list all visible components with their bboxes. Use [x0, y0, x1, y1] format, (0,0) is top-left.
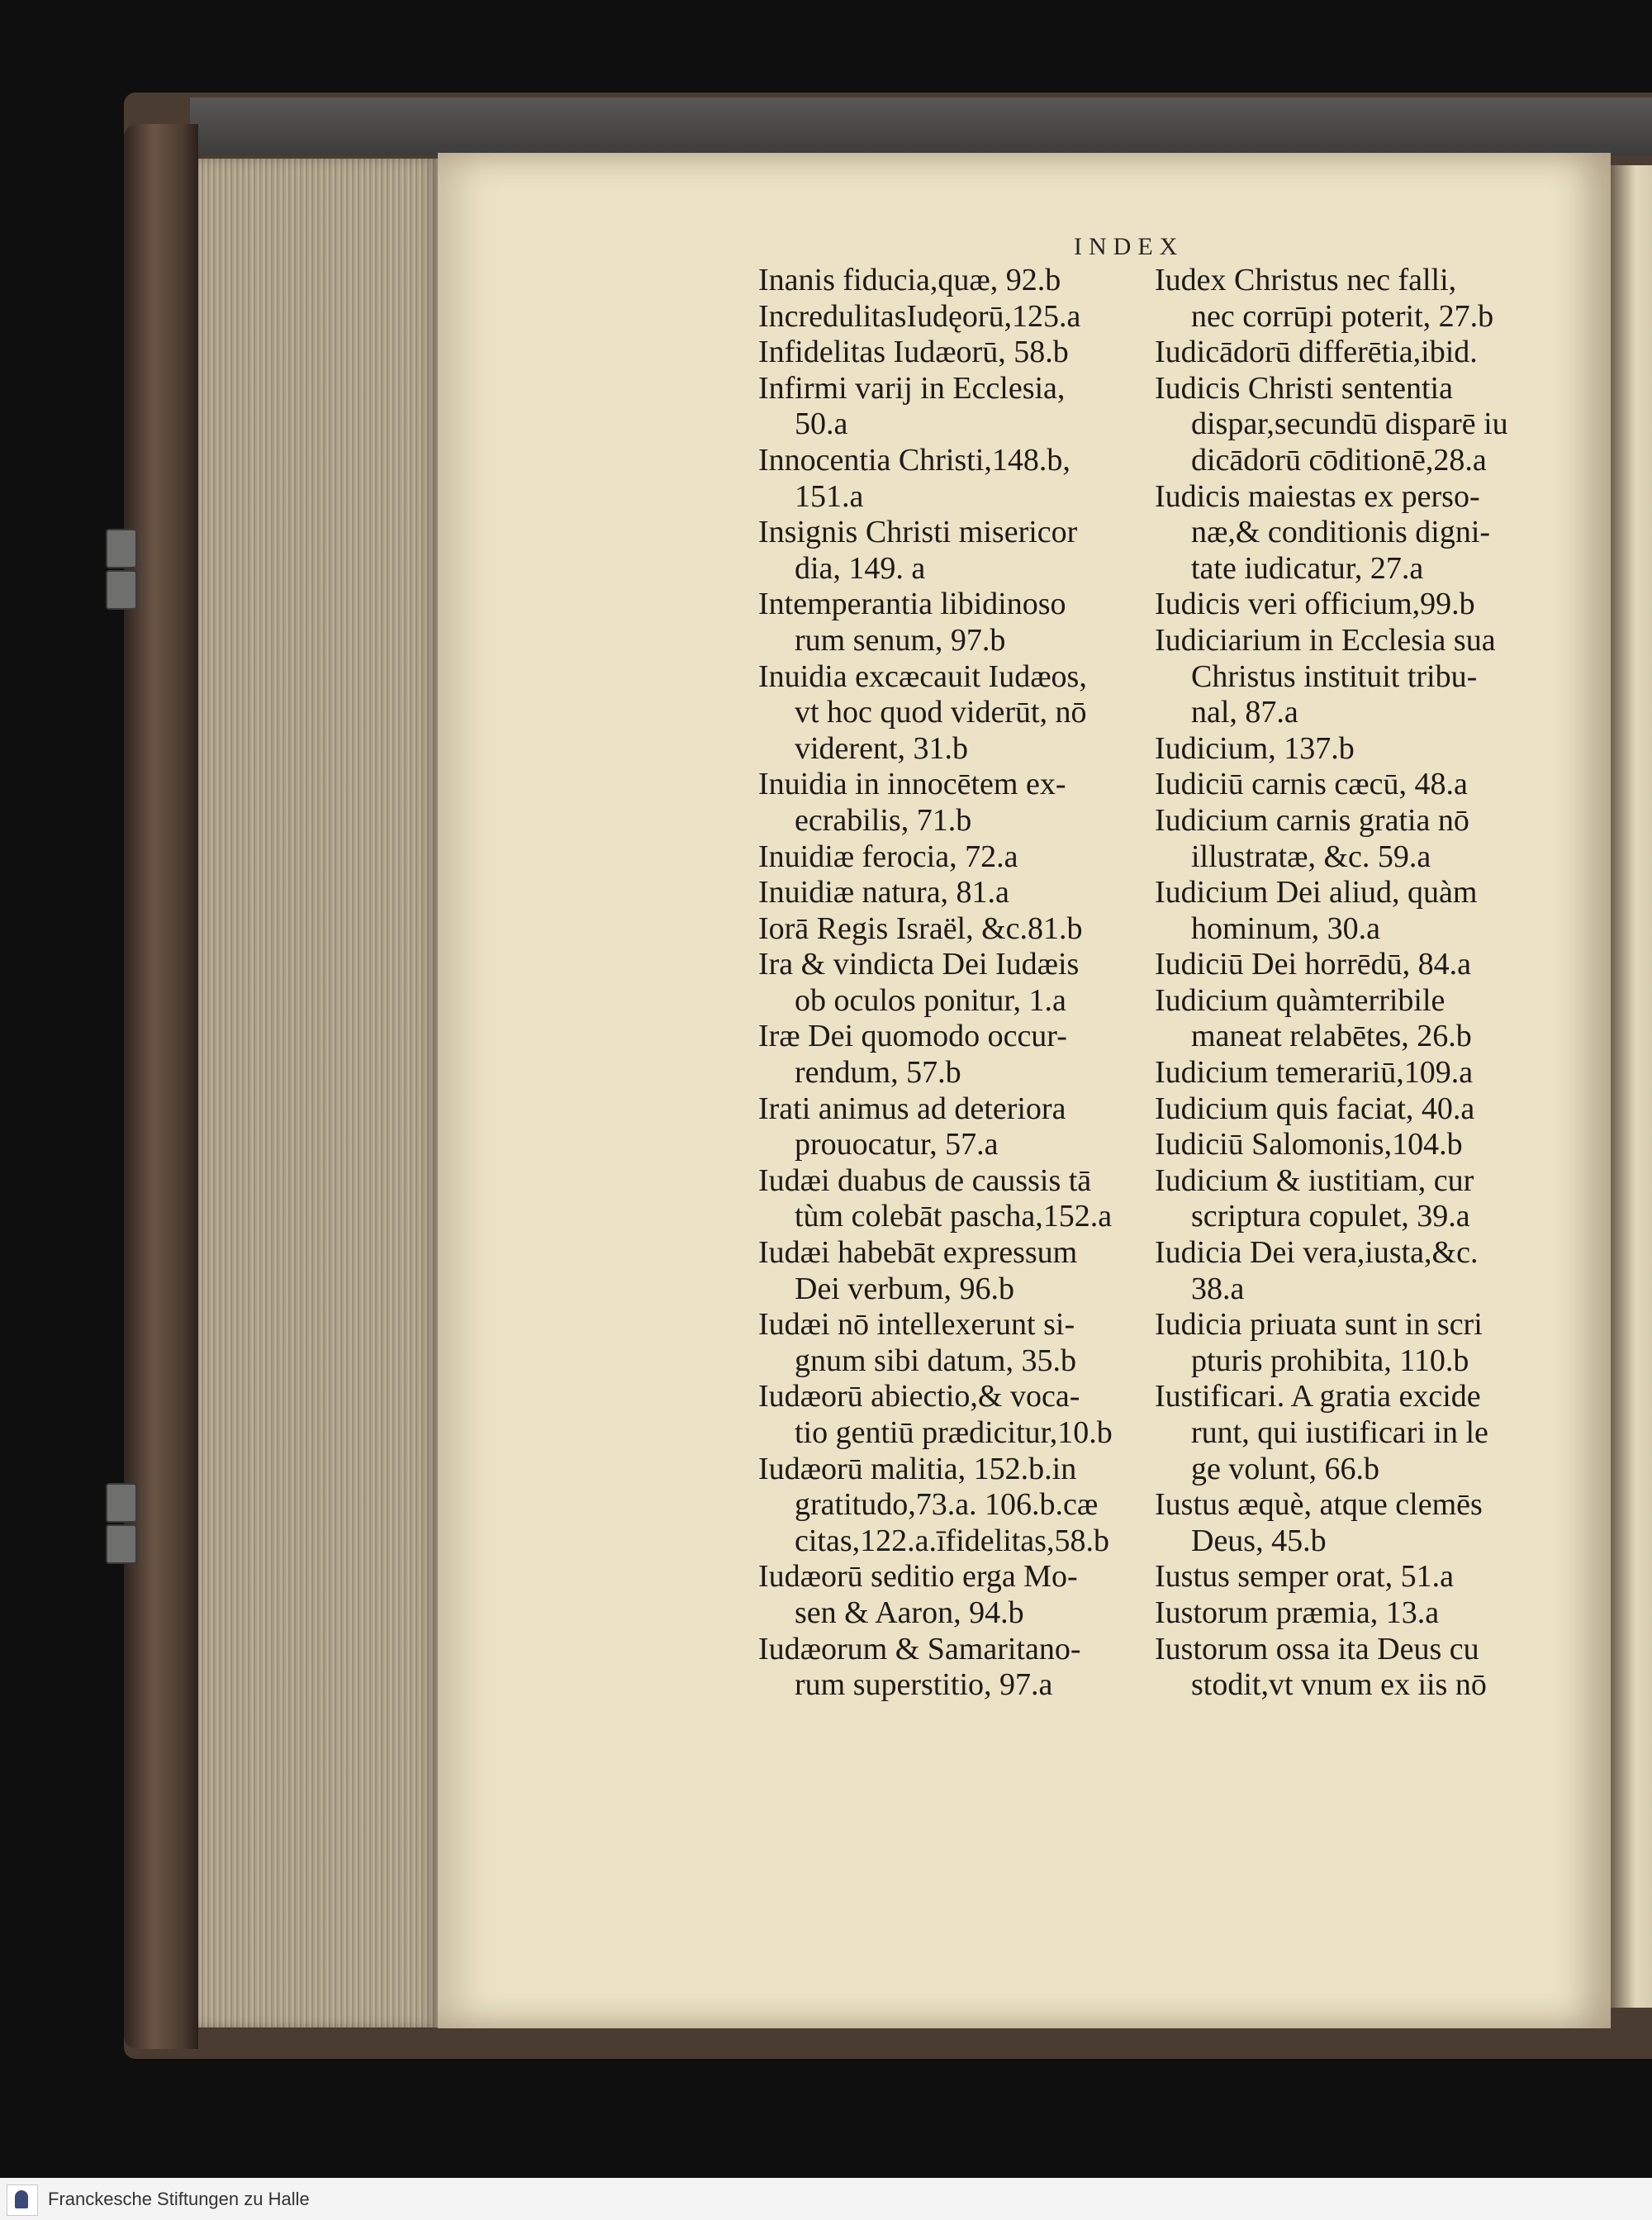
index-entry-line: Iudicium quis faciat, 40.a — [1155, 1091, 1475, 1126]
index-entry-line: Iudicium Dei aliud, quàm — [1155, 875, 1478, 910]
index-entry-line: Iudæi nō intellexerunt si- — [758, 1307, 1075, 1343]
index-entry-line: Iorā Regis Israël, &c.81.b — [758, 910, 1083, 946]
viewer-footer — [0, 2178, 1652, 2220]
index-entry-line: Iudicādorū differētia,ibid. — [1155, 335, 1478, 370]
index-entry-line: Inanis fiducia,quæ, 92.b — [758, 263, 1061, 297]
index-entry-line: Iudiciū carnis cæcū, 48.a — [1155, 767, 1468, 802]
index-entry-line: vt hoc quod viderūt, nō — [795, 695, 1087, 730]
index-entry-line: Iudicis Christi sententia — [1155, 370, 1453, 406]
running-head: INDEX — [1074, 233, 1184, 260]
index-entry-line: rum senum, 97.b — [795, 622, 1006, 658]
index-entry-line: Iudicis veri officium,99.b — [1155, 587, 1475, 622]
index-entry-line: dispar,secundū disparē iu — [1191, 406, 1508, 442]
book-top-edge — [190, 97, 1652, 155]
index-entry-line: nal, 87.a — [1191, 695, 1298, 730]
index-entry-line: Iudiciū Dei horrēdū, 84.a — [1155, 947, 1472, 982]
index-entry-line: Dei verbum, 96.b — [795, 1271, 1014, 1306]
index-entry-line: maneat relabētes, 26.b — [1191, 1019, 1472, 1054]
index-entry-line: 50.a — [795, 406, 848, 442]
index-entry-line: Iudicia Dei vera,iusta,&c. — [1155, 1235, 1479, 1271]
index-entry-line: 38.a — [1191, 1271, 1245, 1306]
index-entry-line: Iudicium carnis gratia nō — [1155, 802, 1469, 838]
index-entry-line: runt, qui iustificari in le — [1191, 1415, 1488, 1450]
index-entry-line: Iustorum ossa ita Deus cu — [1155, 1631, 1479, 1666]
index-entry-line: gratitudo,73.a. 106.b.cæ — [795, 1487, 1099, 1523]
clasp-icon — [106, 570, 137, 610]
index-entry-line: Iudicium quàmterribile — [1155, 982, 1446, 1018]
index-entry-line: stodit,vt vnum ex iis nō — [1191, 1667, 1487, 1703]
index-entry-line: næ,& conditionis digni- — [1191, 515, 1491, 550]
index-entry-line: Iudicium & iustitiam, cur — [1155, 1162, 1474, 1198]
index-entry-line: prouocatur, 57.a — [795, 1127, 999, 1162]
footer-label: Franckesche Stiftungen zu Halle — [48, 2189, 310, 2209]
index-entry-line: Iudiciū Salomonis,104.b — [1155, 1127, 1463, 1162]
index-entry-line: Infirmi varij in Ecclesia, — [758, 370, 1066, 406]
index-entry-line: Inuidia in innocētem ex- — [758, 767, 1066, 802]
page-edges — [198, 159, 438, 2027]
facing-page-edge — [1611, 165, 1652, 2008]
index-entry-line: IncredulitasIudęorū,125.a — [758, 298, 1081, 334]
index-entry-line: Iustus semper orat, 51.a — [1155, 1559, 1454, 1595]
index-entry-line: viderent, 31.b — [795, 730, 969, 766]
index-entry-line: Inuidiæ ferocia, 72.a — [758, 839, 1018, 874]
index-entry-line: nec corrūpi poterit, 27.b — [1191, 298, 1494, 334]
index-entry-line: Insignis Christi misericor — [758, 515, 1078, 550]
index-entry-line: Iudæorū abiectio,& voca- — [758, 1379, 1080, 1414]
index-entry-line: Inuidia excæcauit Iudæos, — [758, 658, 1087, 694]
index-entry-line: Iudicium temerariū,109.a — [1155, 1055, 1474, 1091]
index-entry-line: Iustificari. A gratia excide — [1155, 1379, 1481, 1414]
index-entry-line: Iudæi habebāt expressum — [758, 1235, 1078, 1271]
index-entry-line: Iudæorū malitia, 152.b.in — [758, 1451, 1077, 1486]
index-column-right — [1155, 263, 1518, 1704]
index-column-left — [758, 263, 1130, 1704]
index-entry-line: Iræ Dei quomodo occur- — [758, 1019, 1067, 1054]
index-entry-line: tùm colebāt pascha,152.a — [795, 1199, 1113, 1234]
index-entry-line: Infidelitas Iudæorū, 58.b — [758, 335, 1069, 370]
book-spine — [124, 124, 198, 2049]
index-entry-line: Iudæi duabus de caussis tā — [758, 1162, 1092, 1198]
index-entry-line: ecrabilis, 71.b — [795, 802, 972, 838]
index-entry-line: Iudiciarium in Ecclesia sua — [1155, 622, 1496, 658]
index-entry-line: Inuidiæ natura, 81.a — [758, 875, 1009, 910]
index-entry-line: rum superstitio, 97.a — [795, 1667, 1053, 1703]
index-entry-line: Iudæorum & Samaritano- — [758, 1631, 1081, 1666]
index-entry-line: tate iudicatur, 27.a — [1191, 550, 1424, 586]
foundation-logo-icon — [7, 2184, 38, 2216]
index-entry-line: Ira & vindicta Dei Iudæis — [758, 947, 1080, 982]
index-entry-line: ob oculos ponitur, 1.a — [795, 982, 1066, 1018]
index-entry-line: sen & Aaron, 94.b — [795, 1595, 1024, 1630]
index-entry-line: Iustus æquè, atque clemēs — [1155, 1487, 1483, 1523]
index-entry-line: gnum sibi datum, 35.b — [795, 1343, 1076, 1378]
index-entry-line: dicādorū cōditionē,28.a — [1191, 442, 1487, 478]
index-entry-line: Iudicia priuata sunt in scri — [1155, 1307, 1483, 1343]
index-entry-line: Iudæorū seditio erga Mo- — [758, 1559, 1078, 1595]
index-entry-line: ge volunt, 66.b — [1191, 1451, 1379, 1486]
index-entry-line: Iudicis maiestas ex perso- — [1155, 478, 1480, 514]
index-entry-line: Iudex Christus nec falli, — [1155, 263, 1457, 297]
clasp-icon — [106, 1524, 137, 1564]
index-entry-line: tio gentiū prædicitur,10.b — [795, 1415, 1113, 1450]
index-entry-line: Intemperantia libidinoso — [758, 587, 1066, 622]
index-entry-line: Iustorum præmia, 13.a — [1155, 1595, 1440, 1630]
index-entry-line: Christus instituit tribu- — [1191, 658, 1478, 694]
index-entry-line: rendum, 57.b — [795, 1055, 961, 1091]
index-entry-line: Deus, 45.b — [1191, 1523, 1327, 1558]
clasp-icon — [106, 529, 137, 568]
index-entry-line: pturis prohibita, 110.b — [1191, 1343, 1469, 1378]
index-entry-line: 151.a — [795, 478, 864, 514]
index-entry-line: Innocentia Christi,148.b, — [758, 442, 1070, 478]
index-entry-line: scriptura copulet, 39.a — [1191, 1199, 1470, 1234]
clasp-icon — [106, 1483, 137, 1523]
index-entry-line: Iudicium, 137.b — [1155, 730, 1355, 766]
index-entry-line: hominum, 30.a — [1191, 910, 1381, 946]
index-entry-line: dia, 149. a — [795, 550, 926, 586]
index-entry-line: citas,122.a.īfidelitas,58.b — [795, 1523, 1109, 1558]
index-entry-line: illustratæ, &c. 59.a — [1191, 839, 1431, 874]
index-entry-line: Irati animus ad deteriora — [758, 1091, 1066, 1126]
